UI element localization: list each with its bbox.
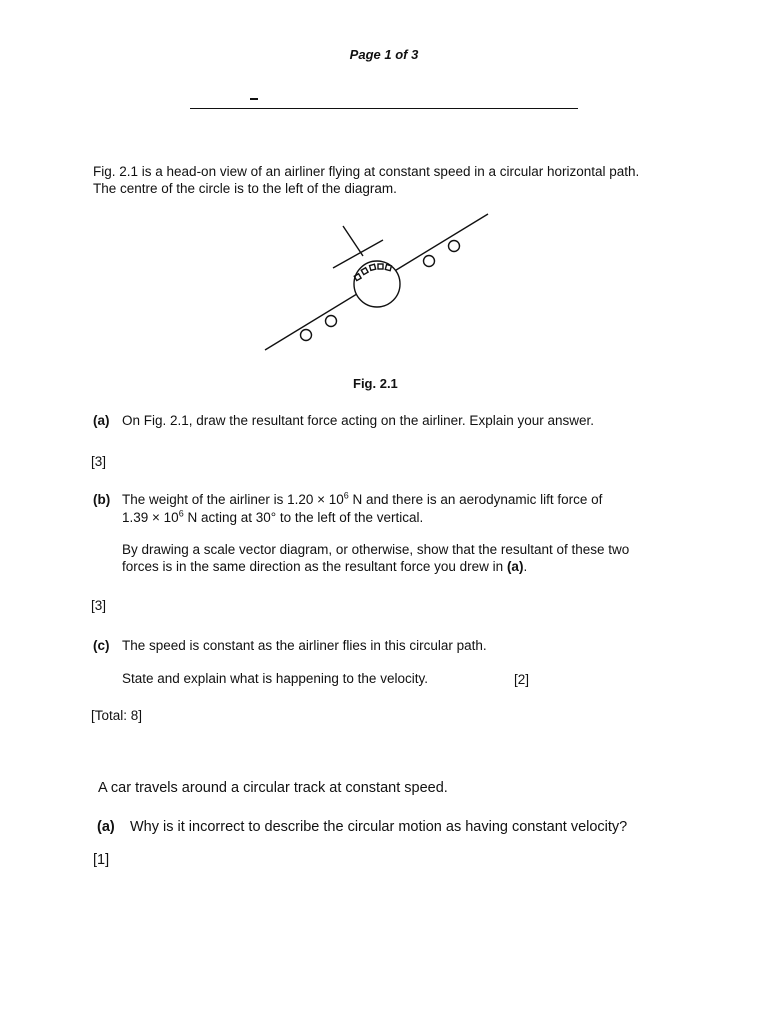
q2c-label: (c) — [93, 638, 110, 653]
engine-right-inner — [424, 256, 435, 267]
q2-intro-line1: Fig. 2.1 is a head-on view of an airliner flying at constant speed in a circular horizontal path. — [93, 164, 640, 179]
q3-intro: A car travels around a circular track at constant speed. — [98, 780, 448, 796]
q2-total: [Total: 8] — [91, 708, 143, 723]
page-header: Page 1 of 3 — [349, 47, 419, 62]
q2c-line1: The speed is constant as the airliner flies in this circular path. — [122, 638, 487, 653]
q2b-line2: $1.39 \times 10^6$ N acting at 30° to the left of the vertical. — [122, 508, 424, 525]
q3a-text: Why is it incorrect to describe the circular motion as having constant velocity? — [130, 819, 628, 835]
q3a-label: (a) — [97, 819, 115, 835]
figure-caption: Fig. 2.1 — [353, 376, 398, 391]
q2b-marks: [3] — [91, 598, 107, 613]
q2c-line2: State and explain what is happening to the velocity. — [122, 671, 428, 686]
q2a-label: (a) — [93, 413, 110, 428]
q2b-label: (b) — [93, 492, 111, 507]
q3a-marks: [1] — [93, 852, 110, 868]
header-rule — [190, 108, 578, 109]
tail-fin-line — [343, 226, 363, 256]
q2a-marks: [3] — [91, 454, 107, 469]
q2-intro-line2: The centre of the circle is to the left of the diagram. — [93, 181, 397, 196]
airliner-diagram — [255, 208, 500, 358]
q2c-marks: [2] — [514, 672, 530, 687]
q2b-line1: The weight of the airliner is $1.20 \times 10^6$ N and there is an aerodynamic lift force of — [122, 490, 603, 507]
engine-left-inner — [326, 316, 337, 327]
engine-left-outer — [301, 330, 312, 341]
fuselage-circle — [354, 261, 400, 307]
q2b-para2-line1: By drawing a scale vector diagram, or otherwise, show that the resultant of these two — [122, 542, 630, 557]
engine-right-outer — [449, 241, 460, 252]
header-dash — [250, 98, 258, 100]
q2b-para2-line2: forces is in the same direction as the resultant force you drew in (a). — [122, 559, 528, 574]
q2a-text: On Fig. 2.1, draw the resultant force acting on the airliner. Explain your answer. — [122, 413, 594, 428]
